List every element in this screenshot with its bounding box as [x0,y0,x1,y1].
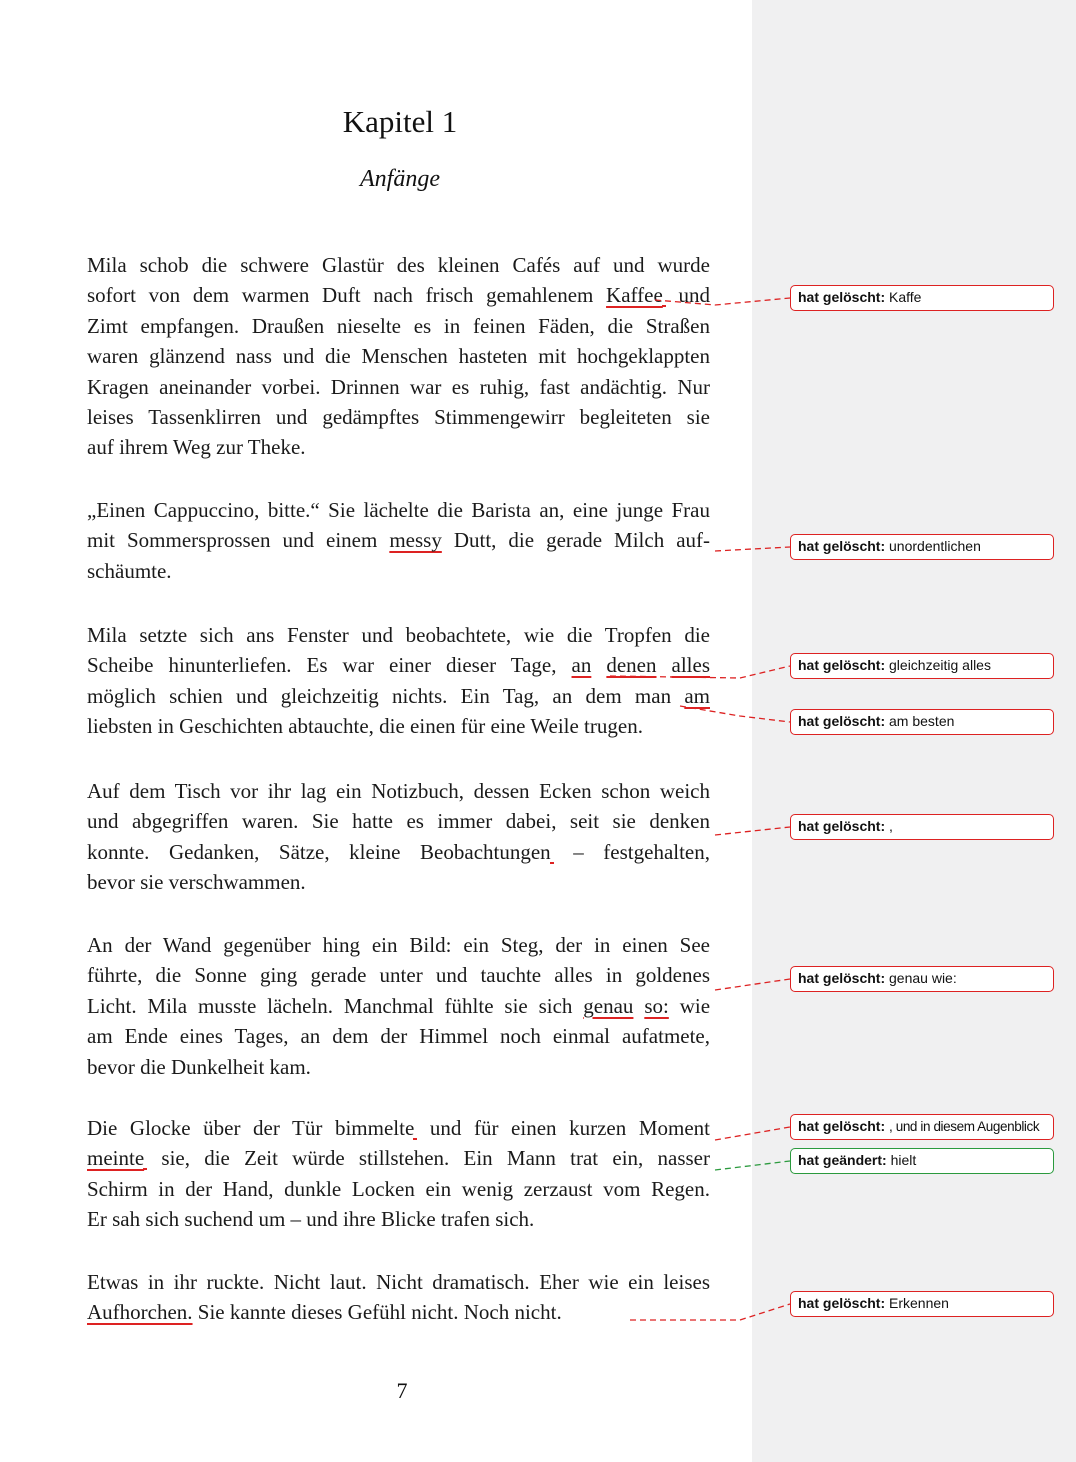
revision-balloon[interactable] [790,653,1054,679]
line-text: Die Glocke über der Tür bimmelte [87,1116,415,1140]
text-line [87,991,710,1021]
revision-balloon[interactable] [790,1114,1054,1140]
line-text: Schirm in der Hand, dunkle Locken ein wenig zerzaust vom Regen. [87,1176,710,1201]
revision-text: unordentlichen [889,538,981,554]
revision-balloon[interactable] [790,814,1054,840]
text-line [87,1174,710,1204]
line-text: Er sah sich suchend um – und ihre Blicke trafen sich. [87,1207,535,1232]
line-text: möglich schien und gleichzeitig nichts. Ein Tag, an dem man [87,683,685,708]
line-text: wie [668,993,711,1018]
line-text: Zimt empfangen. Draußen nieselte es in feinen Fäden, die Straßen [87,313,710,338]
line-text: bevor die Dunkelheit kam. [87,1054,311,1079]
tracked-change-text[interactable]: Aufhorchen. [87,1300,193,1325]
revision-kind: hat gelöscht: [798,657,886,673]
revision-balloon[interactable] [790,285,1054,311]
line-text: Sie kannte dieses Gefühl nicht. Noch nicht. [192,1300,562,1325]
line-text: Licht. Mila musste lächeln. Manchmal fühlte sie sich [87,993,584,1018]
text-line [87,620,710,650]
line-text: liebsten in Geschichten abtauchte, die einen für eine Weile trugen. [87,714,643,739]
paragraph[interactable] [87,495,710,586]
revision-kind: hat gelöscht: [798,289,886,305]
revision-balloon[interactable] [790,966,1054,992]
revision-text: genau wie: [889,970,957,986]
line-text: Auf dem Tisch vor ihr lag ein Notizbuch, dessen Ecken schon weich [87,779,710,803]
revision-balloon[interactable] [790,534,1054,560]
line-text: mit Sommersprossen und einem [87,528,390,553]
paragraph[interactable] [87,930,710,1082]
line-text: und abgegriffen waren. Sie hatte es immer dabei, seit sie denken [87,809,710,834]
line-text: sofort von dem warmen Duft nach frisch gemahlenem [87,283,607,308]
text-line [87,1204,710,1234]
line-text: Mila schob die schwere Glastür des kleinen Cafés auf und wurde [87,253,710,277]
line-text: leises Tassenklirren und gedämpftes Stimmengewirr begleiteten sie [87,404,710,429]
text-line [87,372,710,402]
revision-text: hielt [890,1152,917,1168]
text-line [87,311,710,341]
revision-kind: hat gelöscht: [798,1295,886,1311]
line-text [657,653,672,677]
text-line [87,280,710,310]
revision-kind: hat gelöscht: [798,538,886,554]
tracked-change-text[interactable]: meinte [87,1146,145,1171]
line-text [591,653,606,677]
text-line [87,837,710,867]
line-text: konnte. Gedanken, Sätze, kleine Beobachtungen [87,839,551,864]
text-line [87,1021,710,1051]
line-text: An der Wand gegenüber hing ein Bild: ein Steg, der in einen See [87,933,710,957]
line-text: „Einen Cappuccino, bitte.“ Sie lächelte die Barista an, eine junge Frau [87,498,710,522]
revision-text: am besten [889,713,955,729]
text-line [87,650,710,680]
text-line [87,1297,710,1327]
revision-text: Erkennen [889,1295,949,1311]
text-line [87,495,710,525]
text-line [87,402,710,432]
paragraph[interactable] [87,1113,710,1235]
text-line [87,250,710,280]
revision-text: , und in diesem Augenblick [889,1119,1040,1134]
tracked-change-text[interactable]: Kaffee [606,283,663,308]
text-line [87,341,710,371]
line-text: schäumte. [87,558,172,583]
line-text: waren glänzend nass und die Menschen hasteten mit hochgeklappten [87,344,710,369]
paragraph[interactable] [87,620,710,742]
line-text: Etwas in ihr ruckte. Nicht laut. Nicht dramatisch. Eher wie ein leises [87,1270,710,1294]
revision-balloon[interactable] [790,709,1054,735]
revision-text: gleichzeitig alles [889,657,991,673]
tracked-change-text[interactable]: genau [583,993,634,1018]
text-line [87,930,710,960]
text-line [87,1113,710,1143]
revision-kind: hat gelöscht: [798,818,886,834]
revision-balloon[interactable] [790,1148,1054,1174]
revision-kind: hat gelöscht: [798,970,886,986]
revision-kind: hat gelöscht: [798,1118,886,1134]
line-text: und [665,283,710,308]
tracked-change-text[interactable]: am [684,683,710,708]
revision-text: Kaffe [889,289,922,305]
line-text: Mila setzte sich ans Fenster und beobachtete, wie die Tropfen die [87,623,710,647]
line-text: am Ende eines Tages, an dem der Himmel noch einmal aufatmete, [87,1024,710,1049]
line-text: Dutt, die gerade Milch auf- [441,528,711,553]
text-line [87,525,710,555]
tracked-change-text[interactable]: an [571,653,592,678]
paragraph[interactable] [87,250,710,463]
revision-text: , [889,818,893,834]
text-line [87,806,710,836]
tracked-change-text[interactable]: denen [606,653,657,678]
text-line [87,1143,710,1173]
text-line [87,556,710,586]
text-line [87,1052,710,1082]
chapter-title: Kapitel 1 [342,104,458,139]
paragraph[interactable] [87,776,710,898]
text-line [87,1267,710,1297]
page-number: 7 [396,1378,408,1403]
line-text: Kragen aneinander vorbei. Drinnen war es ruhig, fast andächtig. Nur [87,374,710,399]
text-line [87,711,710,741]
paragraph[interactable] [87,1267,710,1328]
line-text: Scheibe hinunterliefen. Es war einer dieser Tage, [87,653,572,678]
line-text: bevor sie verschwammen. [87,870,306,895]
revision-balloon[interactable] [790,1291,1054,1317]
revision-kind: hat gelöscht: [798,713,886,729]
text-line [87,681,710,711]
chapter-subtitle: Anfänge [360,166,440,192]
line-text: und für einen kurzen Moment [417,1116,710,1140]
line-text: führte, die Sonne ging gerade unter und tauchte alles in goldenes [87,963,710,988]
tracked-change-text[interactable]: messy [389,528,442,553]
text-line [87,867,710,897]
text-line [87,432,710,462]
line-text: sie, die Zeit würde stillstehen. Ein Mann trat ein, nasser [147,1146,710,1171]
line-text: – festgehalten, [553,839,711,864]
tracked-change-text[interactable]: alles [671,653,711,678]
text-line [87,776,710,806]
line-text [633,994,644,1018]
text-line [87,960,710,990]
line-text: auf ihrem Weg zur Theke. [87,435,306,460]
tracked-change-text[interactable]: so: [644,993,669,1018]
revision-kind: hat geändert: [798,1152,887,1168]
